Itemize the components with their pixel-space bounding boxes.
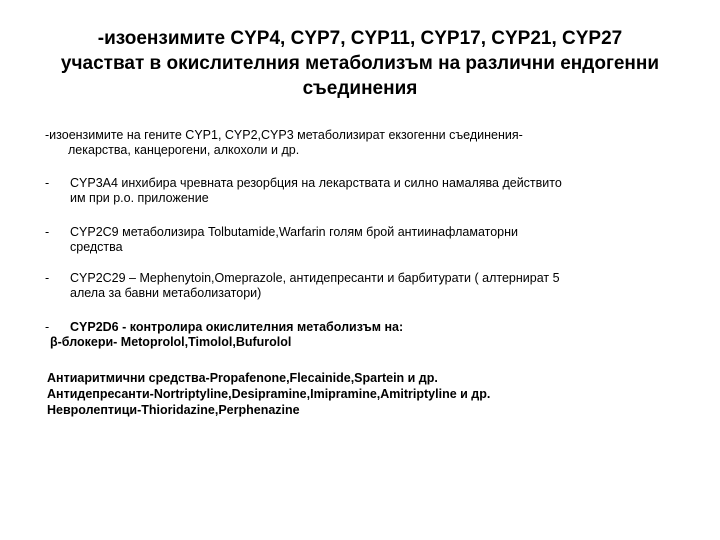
intro-line-1: -изоензимите на гените CYP1, CYP2,CYP3 метаболизират екзогенни съединения- — [45, 128, 523, 142]
drug-line-antidepressants: Антидепресанти-Nortriptyline,Desipramine,Imipramine,Amitriptyline и др. — [47, 387, 491, 401]
bullet-line-2: им при p.o. приложение — [70, 191, 209, 205]
intro-paragraph — [45, 128, 695, 158]
bullet-cyp3a4 — [45, 176, 695, 206]
drug-classes — [47, 370, 697, 418]
bullet-line-1: CYP2D6 - контролира окислителния метаболизъм на: — [70, 320, 404, 334]
bullet-dash: - — [45, 225, 50, 239]
bullet-line-1: CYP2C9 метаболизира Tolbutamide,Warfarin голям брой антиинафламаторни — [70, 225, 518, 239]
slide-title — [20, 26, 700, 101]
title-line-3: съединения — [302, 78, 418, 99]
bullet-dash: - — [45, 320, 50, 334]
title-line-2: участват в окислителния метаболизъм на различни ендогенни — [60, 53, 660, 74]
drug-line-neuroleptics: Невролептици-Thioridazine,Perphenazine — [47, 403, 300, 417]
drug-line-antiarrhythmics: Антиаритмични средства-Propafenone,Flecainide,Spartein и др. — [47, 371, 438, 385]
intro-line-2: лекарства, канцерогени, алкохоли и др. — [68, 143, 300, 157]
bullet-cyp2c29 — [45, 271, 695, 301]
bullet-line-1: CYP3A4 инхибира чревната резорбция на лекарствата и силно намалява действито — [70, 176, 562, 190]
bullet-cyp2c9 — [45, 225, 695, 255]
bullet-line-2: β-блокери- Metoprolol,Timolol,Bufurolol — [50, 335, 292, 349]
title-line-1: -изоензимите CYP4, CYP7, CYP11, CYP17, CYP21, CYP27 — [97, 28, 623, 49]
bullet-line-2: средства — [70, 240, 123, 254]
bullet-line-2: алела за бавни метаболизатори) — [70, 286, 262, 300]
bullet-cyp2d6 — [45, 320, 695, 350]
bullet-dash: - — [45, 176, 50, 190]
bullet-line-1: CYP2C29 – Mephenytoin,Omeprazole, антидепресанти и барбитурати ( алтернират 5 — [70, 271, 560, 285]
bullet-dash: - — [45, 271, 50, 285]
